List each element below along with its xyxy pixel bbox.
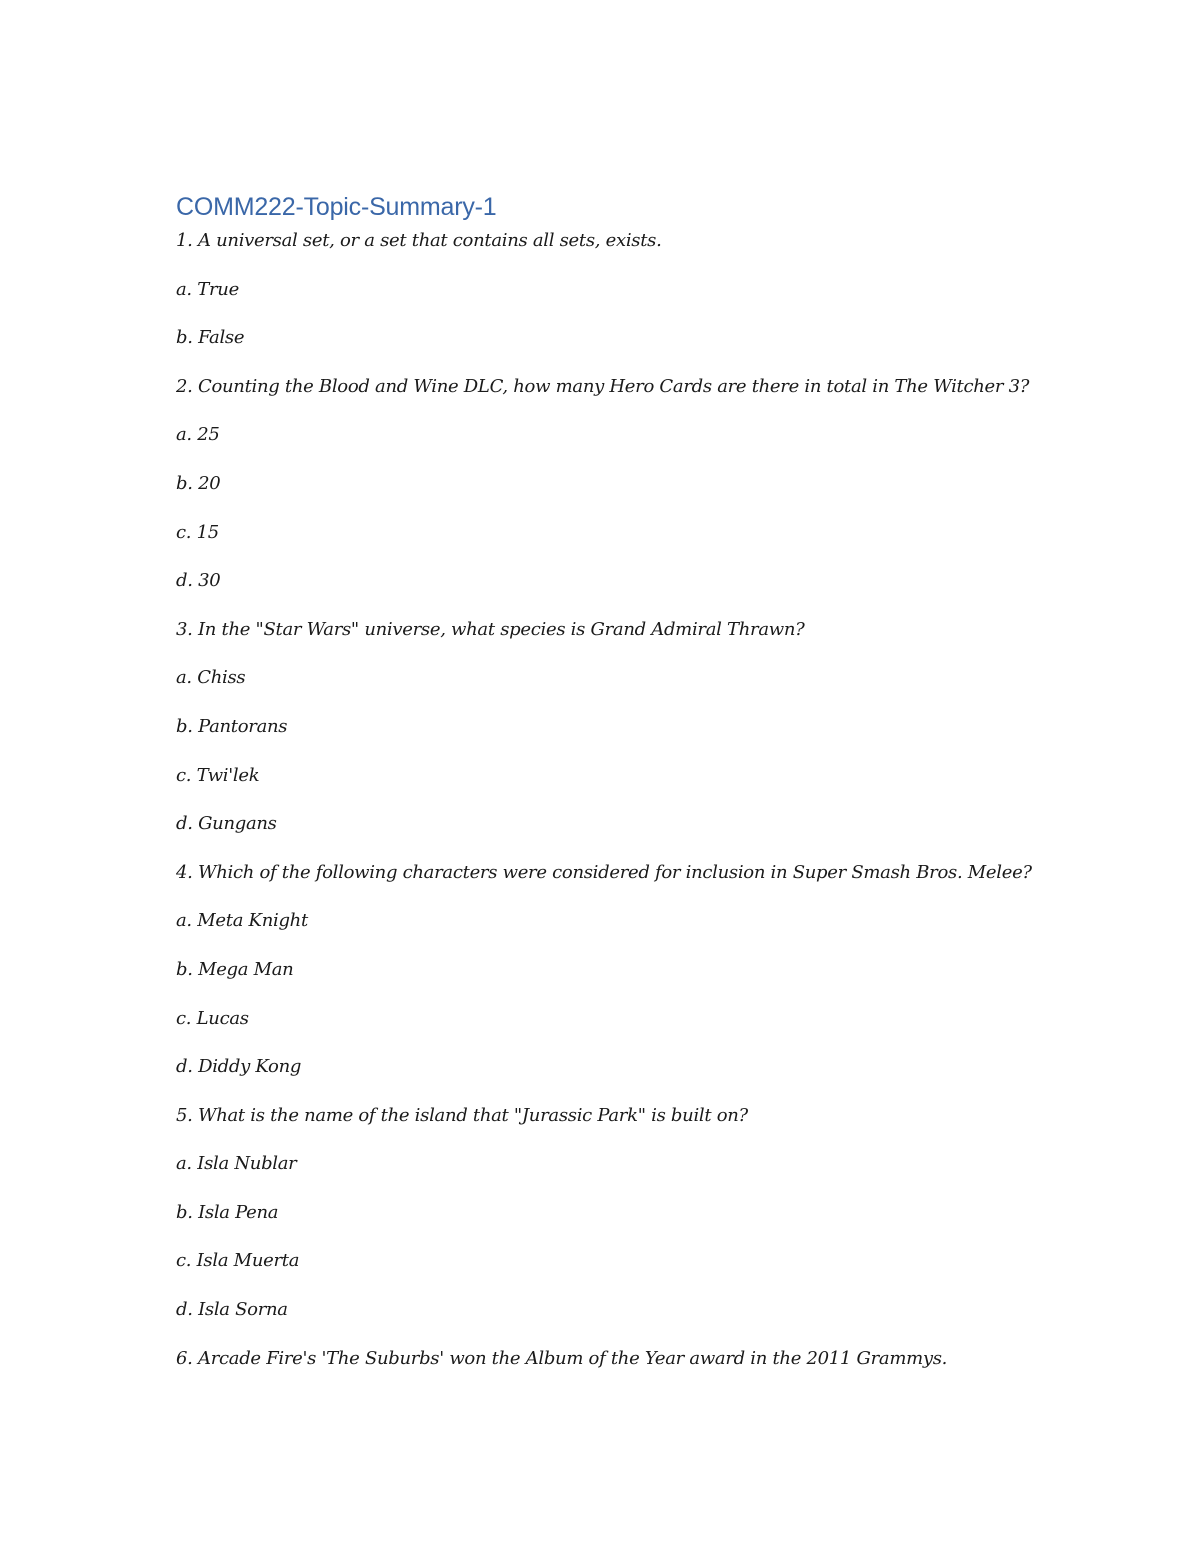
question-4-option-b: b. Mega Man <box>176 958 294 980</box>
question-list <box>176 225 1136 1391</box>
question-3-option-c: c. Twi'lek <box>176 764 260 786</box>
question-2-option-b: b. 20 <box>176 472 221 494</box>
question-1-option-a: a. True <box>176 278 239 300</box>
question-4-option-d: d. Diddy Kong <box>176 1056 302 1078</box>
question-2-text: 2. Counting the Blood and Wine DLC, how many Hero Cards are there in total in The Witcher 3? <box>176 375 1030 397</box>
question-5-option-d: d. Isla Sorna <box>176 1299 288 1321</box>
question-5-option-c: c. Isla Muerta <box>176 1250 300 1272</box>
question-5-option-a: a. Isla Nublar <box>176 1153 297 1175</box>
question-6-text: 6. Arcade Fire's 'The Suburbs' won the Album of the Year award in the 2011 Grammys. <box>176 1347 948 1369</box>
question-2-option-c: c. 15 <box>176 521 219 543</box>
question-3-option-d: d. Gungans <box>176 813 277 835</box>
question-5-text: 5. What is the name of the island that "Jurassic Park" is built on? <box>176 1104 748 1126</box>
question-4-option-c: c. Lucas <box>176 1007 249 1029</box>
document-title: COMM222-Topic-Summary-1 <box>176 193 497 221</box>
question-5-option-b: b. Isla Pena <box>176 1201 279 1223</box>
question-1-text: 1. A universal set, or a set that contains all sets, exists. <box>176 230 662 251</box>
question-2-option-a: a. 25 <box>176 424 220 446</box>
question-4-option-a: a. Meta Knight <box>176 910 308 932</box>
question-4-text: 4. Which of the following characters were considered for inclusion in Super Smash Bros. Melee? <box>176 861 1032 883</box>
question-3-text: 3. In the "Star Wars" universe, what species is Grand Admiral Thrawn? <box>176 618 805 640</box>
question-3-option-a: a. Chiss <box>176 667 246 689</box>
question-3-option-b: b. Pantorans <box>176 715 288 737</box>
question-1-option-b: b. False <box>176 327 245 349</box>
question-2-option-d: d. 30 <box>176 570 221 592</box>
